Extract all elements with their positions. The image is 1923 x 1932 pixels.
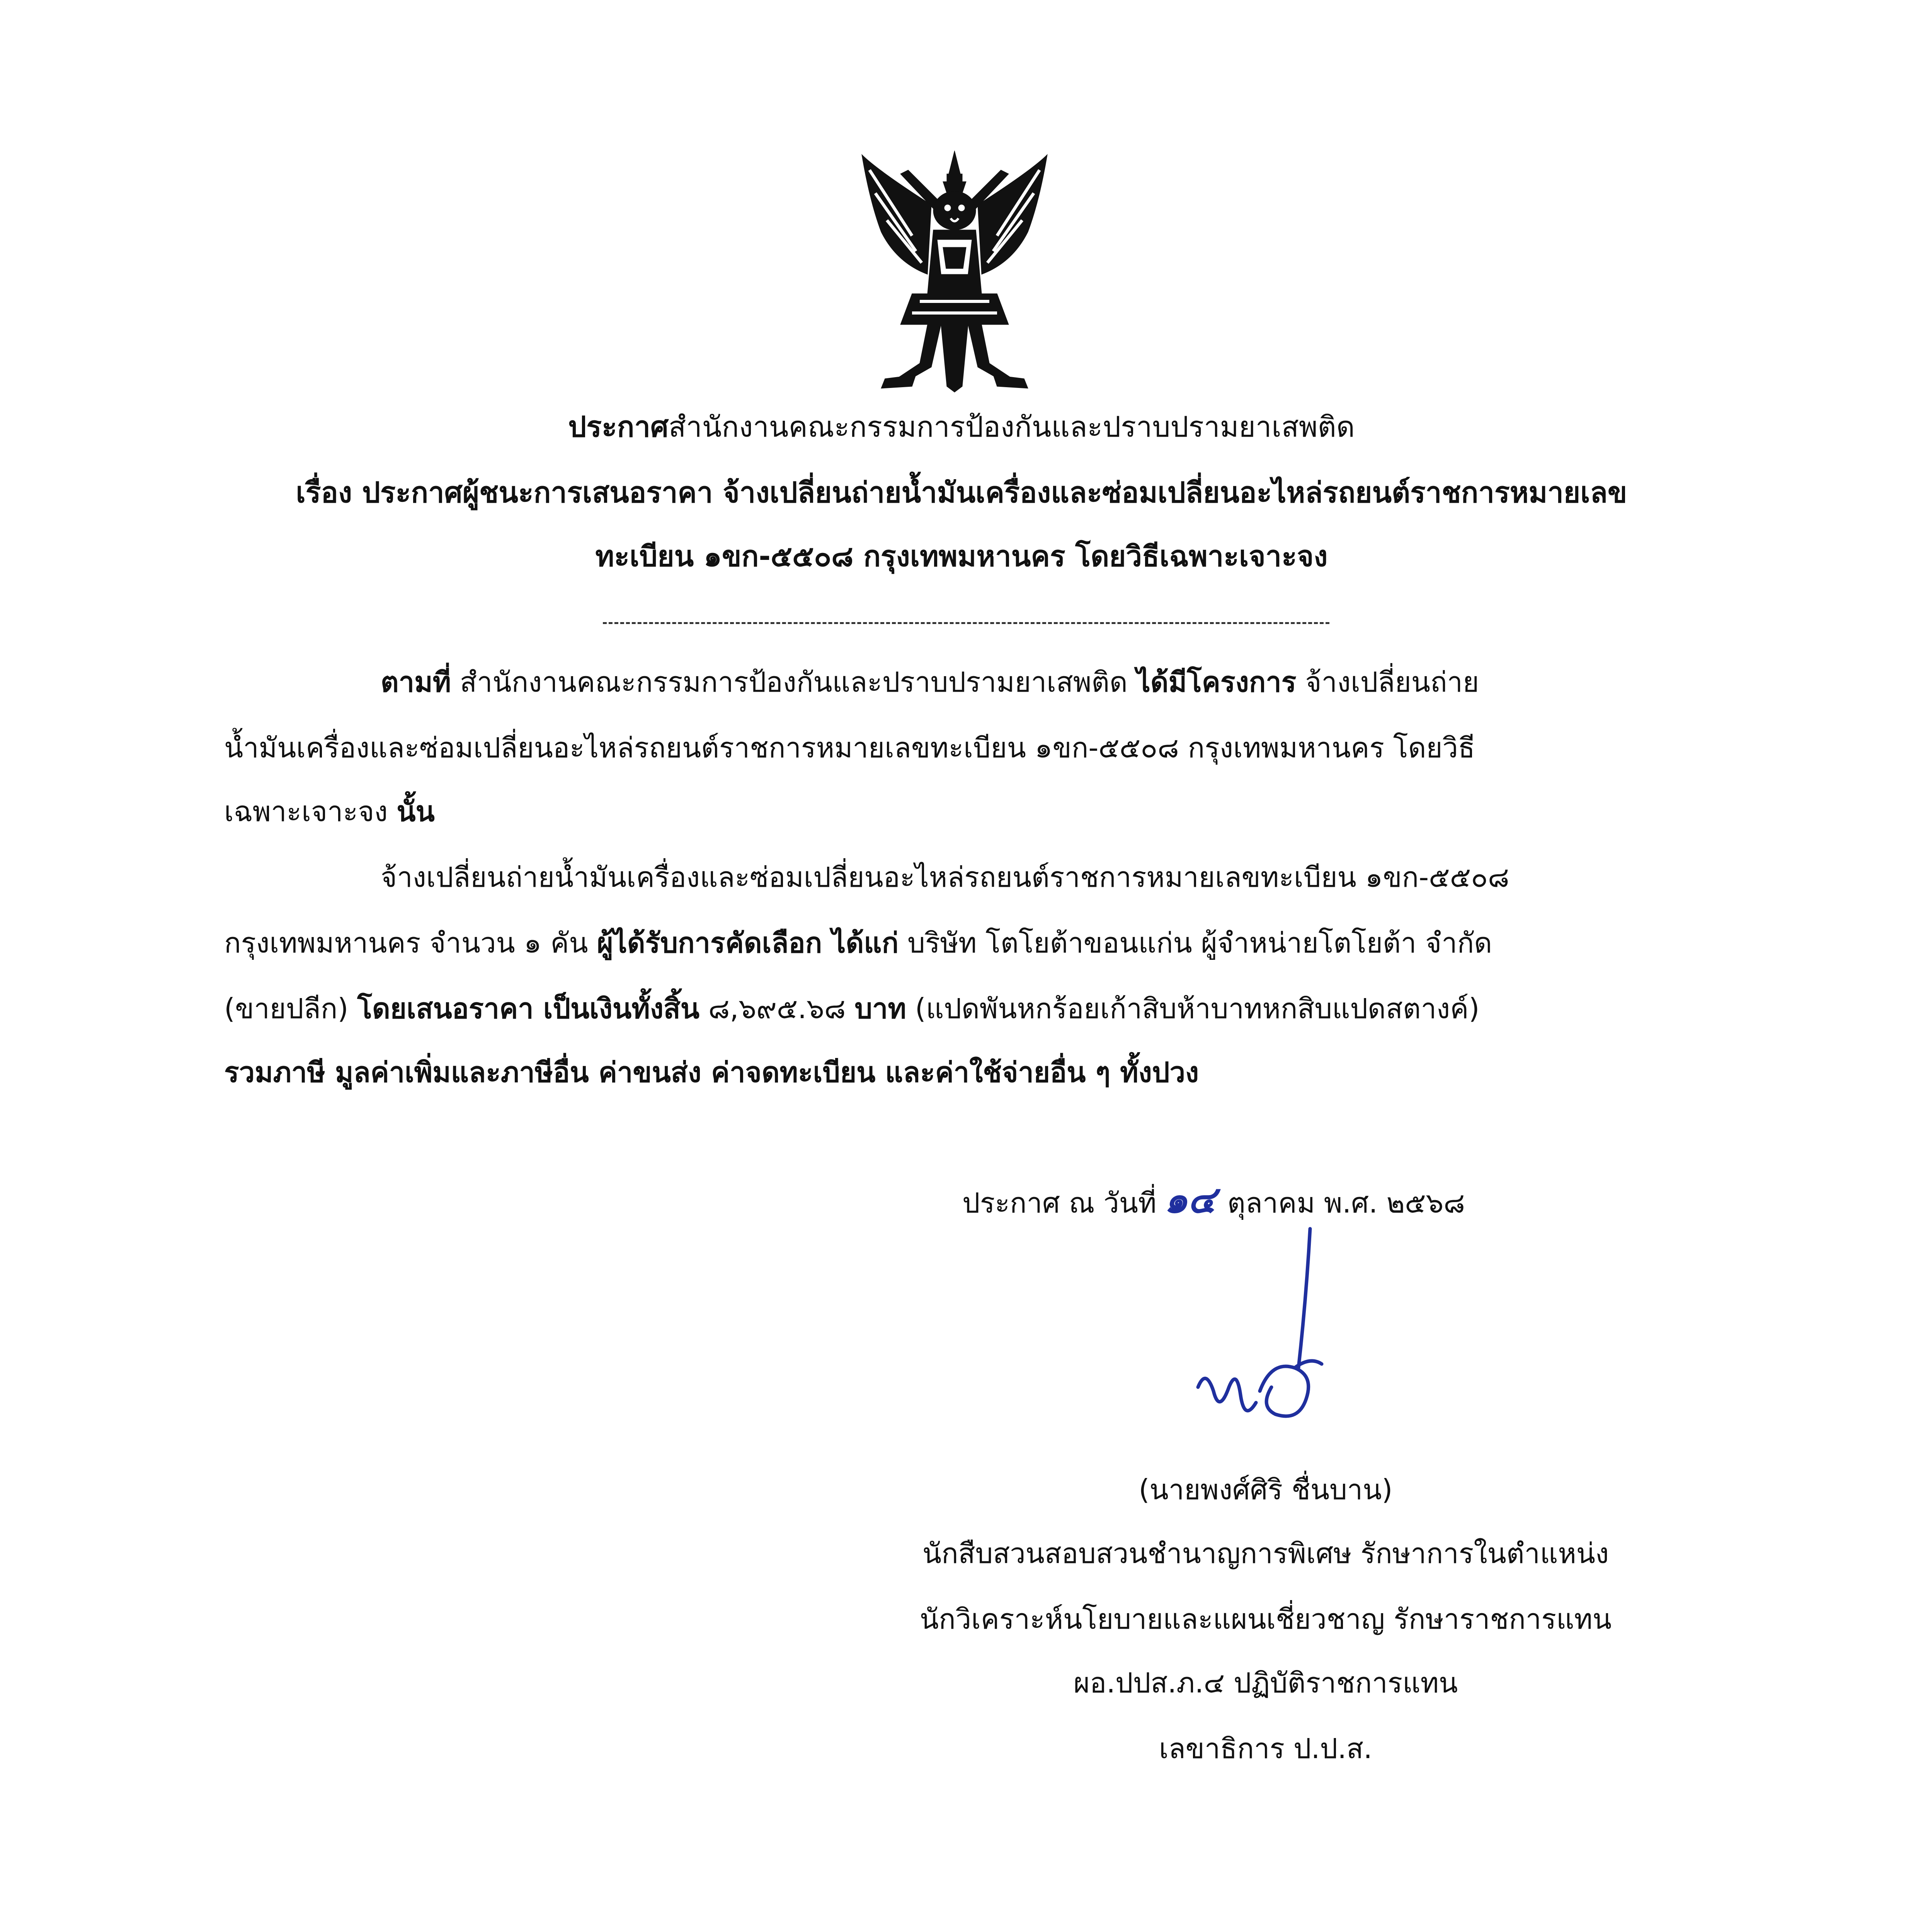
paragraph1-line2: น้ำมันเครื่องและซ่อมเปลี่ยนอะไหล่รถยนต์ราชการหมายเลขทะเบียน ๑ขก-๕๕๐๘ กรุงเทพมหานคร โดยวิธี bbox=[224, 731, 1475, 764]
p1-line3: เฉพาะเจาะจง bbox=[224, 795, 397, 828]
garuda-emblem-icon bbox=[854, 147, 1055, 394]
p2-line3-part2: ๘,๖๙๕.๖๘ bbox=[699, 992, 855, 1025]
paragraph2-line3 bbox=[224, 987, 1479, 1030]
paragraph2-line2 bbox=[224, 922, 1492, 964]
signer-name: (นายพงศ์ศิริ ชื่นบาน) bbox=[1138, 1473, 1393, 1506]
p2-line3-part1: (ขายปลีก) bbox=[224, 992, 357, 1025]
handwritten-signature bbox=[1183, 1221, 1360, 1437]
p2-line2-bold: ผู้ได้รับการคัดเลือก ได้แก่ bbox=[597, 927, 899, 959]
dashed-divider bbox=[603, 622, 1329, 624]
p2-line3-bold2: บาท bbox=[854, 992, 906, 1025]
p2-line3-bold1: โดยเสนอราคา เป็นเงินทั้งสิ้น bbox=[357, 992, 700, 1025]
p1-part1: สำนักงานคณะกรรมการป้องกันและปราบปรามยาเสพติด bbox=[451, 666, 1137, 698]
announcement-subject bbox=[0, 471, 1923, 514]
paragraph2-line4: รวมภาษี มูลค่าเพิ่มและภาษีอื่น ค่าขนส่ง ค่าจดทะเบียน และค่าใช้จ่ายอื่น ๆ ทั้งปวง bbox=[224, 1056, 1199, 1088]
p1-bold2: ได้มีโครงการ bbox=[1136, 666, 1297, 698]
paragraph1-line1 bbox=[381, 661, 1479, 703]
p2-line3-part3: (แปดพันหกร้อยเก้าสิบห้าบาทหกสิบแปดสตางค์) bbox=[906, 992, 1480, 1025]
paragraph2-line1: จ้างเปลี่ยนถ่ายน้ำมันเครื่องและซ่อมเปลี่ยนอะไหล่รถยนต์ราชการหมายเลขทะเบียน ๑ขก-๕๕๐๘ bbox=[381, 861, 1509, 893]
date-prefix: ประกาศ ณ วันที่ bbox=[962, 1187, 1157, 1219]
signer-position-2: นักวิเคราะห์นโยบายและแผนเชี่ยวชาญ รักษาราชการแทน bbox=[919, 1603, 1612, 1635]
subject-text: จ้างเปลี่ยนถ่ายน้ำมันเครื่องและซ่อมเปลี่ยนอะไหล่รถยนต์ราชการหมายเลข bbox=[713, 476, 1627, 509]
p1-part2: จ้างเปลี่ยนถ่าย bbox=[1296, 666, 1479, 698]
signer-position-4: เลขาธิการ ป.ป.ส. bbox=[1159, 1732, 1372, 1765]
p2-line2-part1: กรุงเทพมหานคร จำนวน ๑ คัน bbox=[224, 927, 597, 959]
signer-position-3: ผอ.ปปส.ภ.๔ ปฏิบัติราชการแทน bbox=[1073, 1667, 1458, 1699]
p1-lead: ตามที่ bbox=[381, 666, 451, 698]
p1-line3-bold: นั้น bbox=[397, 795, 435, 828]
title-bold: ประกาศ bbox=[568, 410, 669, 444]
p2-line2-part2: บริษัท โตโยต้าขอนแก่น ผู้จำหน่ายโตโยต้า จำกัด bbox=[899, 927, 1492, 959]
paragraph1-line3 bbox=[224, 790, 435, 833]
announcement-subject-line2: ทะเบียน ๑ขก-๕๕๐๘ กรุงเทพมหานคร โดยวิธีเฉพาะเจาะจง bbox=[595, 540, 1328, 573]
signer-position-1: นักสืบสวนสอบสวนชำนาญการพิเศษ รักษาการในตำแหน่ง bbox=[922, 1537, 1609, 1570]
announcement-date bbox=[962, 1179, 1465, 1224]
date-suffix: ตุลาคม พ.ศ. ๒๕๖๘ bbox=[1227, 1187, 1465, 1219]
title-agency: สำนักงานคณะกรรมการป้องกันและปราบปรามยาเสพติด bbox=[669, 410, 1355, 444]
announcement-title bbox=[0, 406, 1923, 448]
subject-bold: เรื่อง ประกาศผู้ชนะการเสนอราคา bbox=[296, 476, 713, 509]
date-day-handwritten: ๑๔ bbox=[1164, 1178, 1216, 1221]
